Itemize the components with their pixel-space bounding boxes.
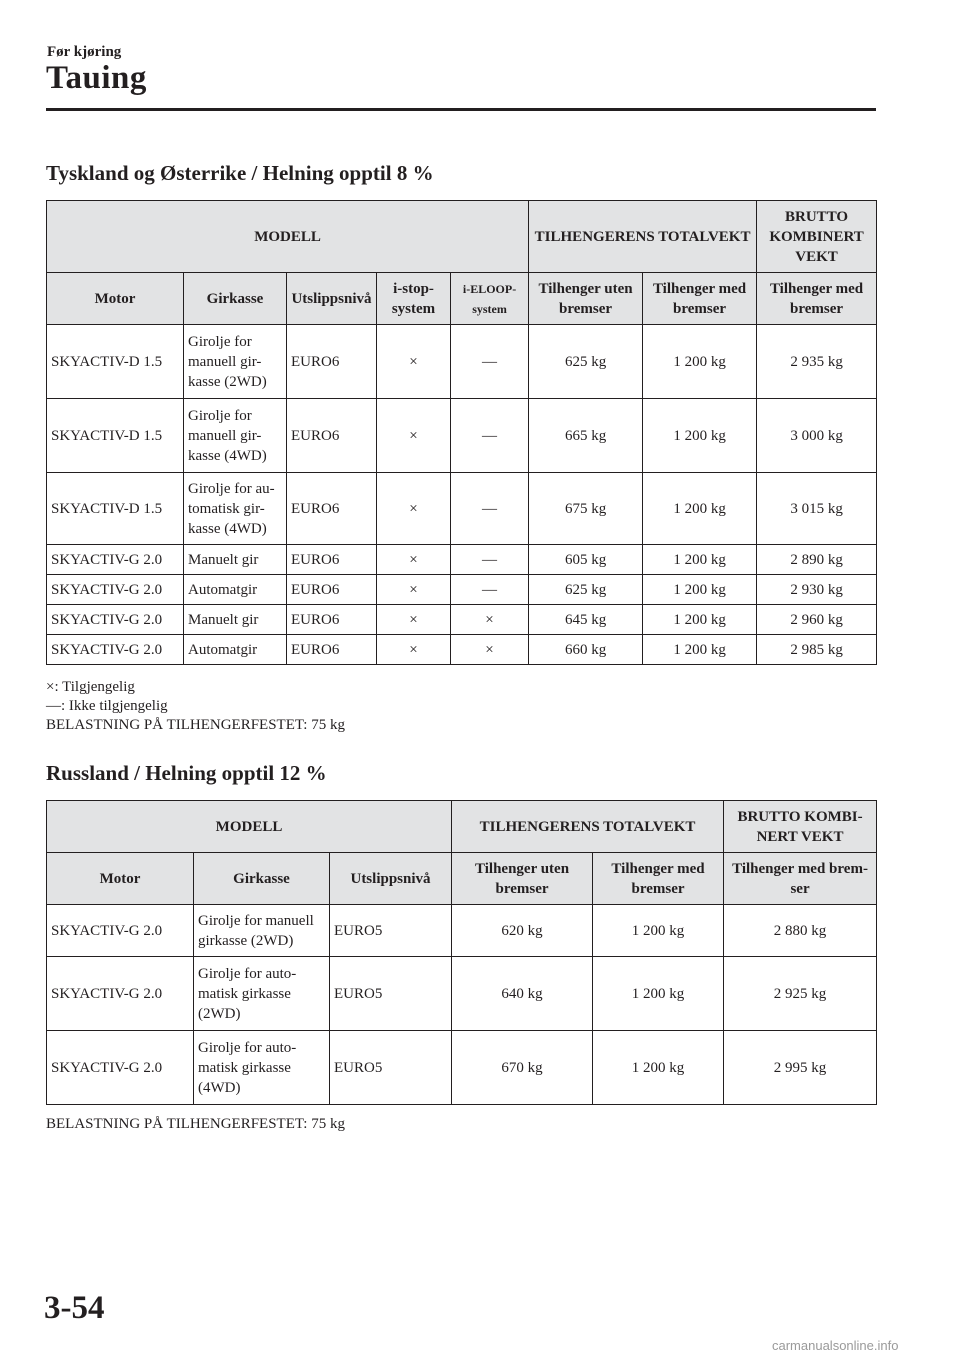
chapter-label: Før kjøring (47, 44, 122, 60)
table-row (47, 635, 877, 665)
group-header-model: MODELL (47, 201, 529, 273)
table-cell: Girolje for manuell gir-kasse (2WD) (184, 325, 287, 399)
table-cell: Automatgir (184, 635, 287, 665)
group-header-gross-combined: BRUTTO KOMBINERT VEKT (757, 201, 877, 273)
column-header-combined-braked: Tilhenger med bremser (757, 273, 877, 325)
table-cell: SKYACTIV-G 2.0 (47, 635, 184, 665)
group-header-trailer-weight: TILHENGERENS TOTALVEKT (452, 801, 724, 853)
column-header-combined-braked: Tilhenger med brem-ser (724, 853, 877, 905)
column-header-gearbox: Girkasse (194, 853, 330, 905)
table-cell: 670 kg (452, 1031, 593, 1105)
table-cell: — (451, 575, 529, 605)
column-header-trailer-braked: Tilhenger med bremser (593, 853, 724, 905)
table-cell: EURO6 (287, 325, 377, 399)
table-cell: — (451, 399, 529, 473)
table-cell: 1 200 kg (593, 905, 724, 957)
page-title: Tauing (46, 60, 147, 96)
table-cell: × (377, 325, 451, 399)
table-cell: Automatgir (184, 575, 287, 605)
table-row (47, 325, 877, 399)
table-cell: SKYACTIV-G 2.0 (47, 575, 184, 605)
table-cell: — (451, 473, 529, 545)
table-row (47, 957, 877, 1031)
table-cell: 2 960 kg (757, 605, 877, 635)
table-cell: SKYACTIV-G 2.0 (47, 545, 184, 575)
column-header-gearbox: Girkasse (184, 273, 287, 325)
table-row (47, 575, 877, 605)
table-cell: EURO6 (287, 575, 377, 605)
table-cell: SKYACTIV-G 2.0 (47, 905, 194, 957)
table-cell: 665 kg (529, 399, 643, 473)
note-available: ×: Tilgjengelig (46, 679, 135, 695)
table-row (47, 1031, 877, 1105)
table-cell: 1 200 kg (643, 545, 757, 575)
table-cell: SKYACTIV-D 1.5 (47, 399, 184, 473)
table-cell: Girolje for auto-matisk girkasse (2WD) (194, 957, 330, 1031)
column-header-istop: i-stop-system (377, 273, 451, 325)
table-cell: 625 kg (529, 575, 643, 605)
table-cell: × (377, 545, 451, 575)
table-cell: EURO6 (287, 545, 377, 575)
section-title-russia: Russland / Helning opptil 12 % (46, 761, 327, 785)
table-cell: Girolje for manuell gir-kasse (4WD) (184, 399, 287, 473)
table-cell: 2 995 kg (724, 1031, 877, 1105)
table-cell: — (451, 545, 529, 575)
table-cell: × (451, 605, 529, 635)
table-cell: SKYACTIV-G 2.0 (47, 957, 194, 1031)
table-cell: EURO5 (330, 957, 452, 1031)
note-not-available: —: Ikke tilgjengelig (46, 698, 168, 714)
table-cell: EURO5 (330, 1031, 452, 1105)
group-header-model: MODELL (47, 801, 452, 853)
table-cell: 605 kg (529, 545, 643, 575)
page-number: 3-54 (44, 1290, 105, 1326)
table-cell: 1 200 kg (643, 605, 757, 635)
table-row (47, 545, 877, 575)
table-cell: Manuelt gir (184, 605, 287, 635)
table-cell: 660 kg (529, 635, 643, 665)
table-cell: EURO6 (287, 399, 377, 473)
notes-germany-austria (46, 678, 345, 735)
table-cell: 640 kg (452, 957, 593, 1031)
table-cell: × (377, 605, 451, 635)
table-cell: 645 kg (529, 605, 643, 635)
table-cell: SKYACTIV-G 2.0 (47, 605, 184, 635)
watermark: carmanualsonline.info (772, 1338, 899, 1353)
table-cell: — (451, 325, 529, 399)
table-cell: 2 925 kg (724, 957, 877, 1031)
column-header-trailer-unbraked: Tilhenger uten bremser (529, 273, 643, 325)
column-header-motor: Motor (47, 853, 194, 905)
table-row (47, 399, 877, 473)
table-cell: × (377, 473, 451, 545)
table-cell: SKYACTIV-D 1.5 (47, 325, 184, 399)
table-cell: 1 200 kg (643, 473, 757, 545)
note-hitch-load: BELASTNING PÅ TILHENGERFESTET: 75 kg (46, 1116, 345, 1132)
header-rule (46, 108, 876, 111)
table-cell: 2 935 kg (757, 325, 877, 399)
table-cell: × (377, 575, 451, 605)
column-header-trailer-unbraked: Tilhenger uten bremser (452, 853, 593, 905)
note-hitch-load: BELASTNING PÅ TILHENGERFESTET: 75 kg (46, 717, 345, 733)
table-cell: Girolje for au-tomatisk gir-kasse (4WD) (184, 473, 287, 545)
table-cell: EURO6 (287, 635, 377, 665)
column-header-ieloop: i-ELOOP-system (451, 273, 529, 325)
table-cell: EURO5 (330, 905, 452, 957)
table-cell: 1 200 kg (593, 957, 724, 1031)
table-cell: Manuelt gir (184, 545, 287, 575)
column-header-motor: Motor (47, 273, 184, 325)
group-header-gross-combined: BRUTTO KOMBI-NERT VEKT (724, 801, 877, 853)
group-header-trailer-weight: TILHENGERENS TOTALVEKT (529, 201, 757, 273)
table-row (47, 605, 877, 635)
column-header-emission: Utslippsnivå (287, 273, 377, 325)
table-cell: 1 200 kg (643, 399, 757, 473)
table-cell: Girolje for manuell girkasse (2WD) (194, 905, 330, 957)
table-cell: 1 200 kg (643, 575, 757, 605)
column-header-emission: Utslippsnivå (330, 853, 452, 905)
table-cell: 1 200 kg (593, 1031, 724, 1105)
table-cell: 2 985 kg (757, 635, 877, 665)
table-cell: SKYACTIV-G 2.0 (47, 1031, 194, 1105)
table-cell: 3 015 kg (757, 473, 877, 545)
table-cell: EURO6 (287, 473, 377, 545)
table-cell: 2 890 kg (757, 545, 877, 575)
section-title-germany-austria: Tyskland og Østerrike / Helning opptil 8 % (46, 161, 434, 185)
table-cell: 1 200 kg (643, 325, 757, 399)
table-cell: Girolje for auto-matisk girkasse (4WD) (194, 1031, 330, 1105)
table-cell: 1 200 kg (643, 635, 757, 665)
towing-table-germany-austria (46, 200, 877, 665)
towing-table-russia (46, 800, 877, 1105)
table-cell: 620 kg (452, 905, 593, 957)
table-cell: EURO6 (287, 605, 377, 635)
table-cell: × (377, 635, 451, 665)
column-header-trailer-braked: Tilhenger med bremser (643, 273, 757, 325)
table-cell: 3 000 kg (757, 399, 877, 473)
table-cell: 2 930 kg (757, 575, 877, 605)
table-row (47, 473, 877, 545)
table-row (47, 905, 877, 957)
table-cell: × (377, 399, 451, 473)
table-cell: SKYACTIV-D 1.5 (47, 473, 184, 545)
table-cell: 625 kg (529, 325, 643, 399)
notes-russia (46, 1115, 345, 1134)
table-cell: × (451, 635, 529, 665)
table-cell: 2 880 kg (724, 905, 877, 957)
table-cell: 675 kg (529, 473, 643, 545)
